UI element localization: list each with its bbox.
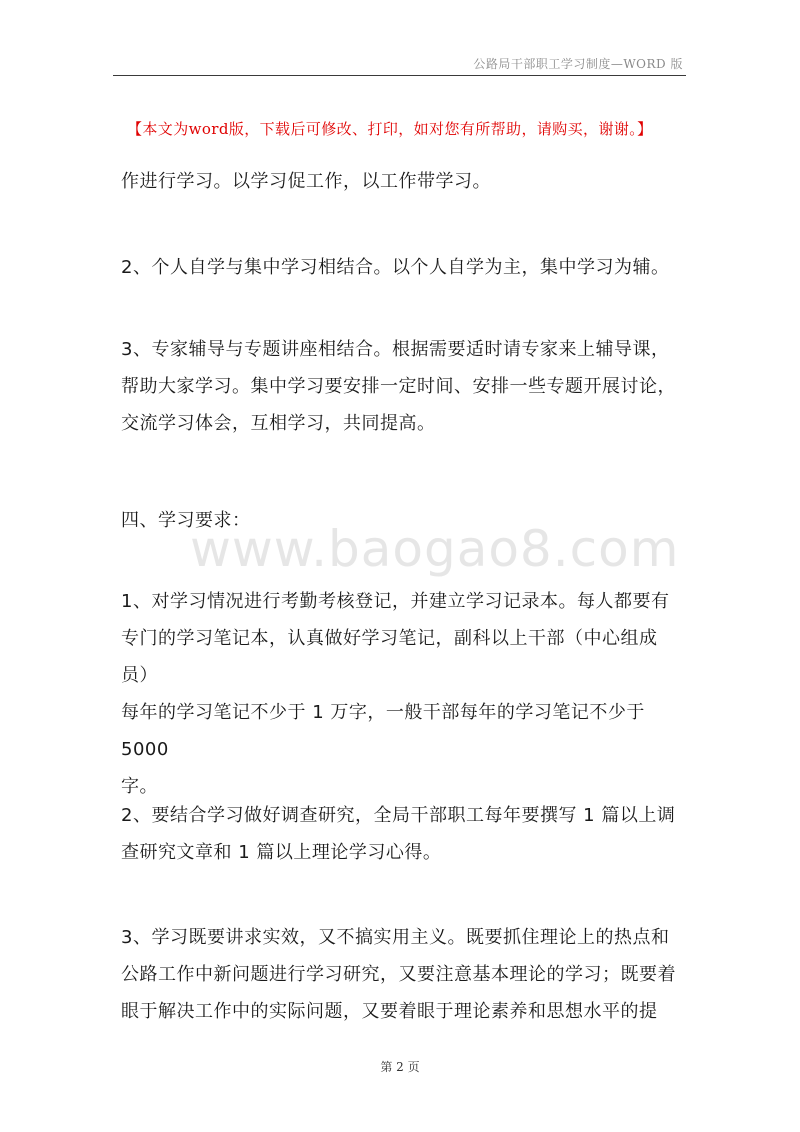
- header-divider: [113, 75, 686, 76]
- paragraph-intro: 作进行学习。以学习促工作，以工作带学习。: [121, 171, 491, 192]
- paragraph-requirement-3: 3、学习既要讲求实效，又不搞实用主义。既要抓住理论上的热点和 公路工作中新问题进行学习研究，又要注意基本理论的学习；既要着 眼于解决工作中的实际问题，又要着眼于理论素养和思想水平的提: [121, 927, 676, 1022]
- paragraph-requirement-2: 2、要结合学习做好调查研究，全局干部职工每年要撰写 1 篇以上调 查研究文章和 1 篇以上理论学习心得。: [121, 805, 676, 863]
- paragraph-item-3: 3、专家辅导与专题讲座相结合。根据需要适时请专家来上辅导课， 帮助大家学习。集中学习要安排一定时间、安排一些专题开展讨论， 交流学习体会，互相学习，共同提高。: [121, 339, 676, 434]
- section-heading-requirements: 四、学习要求：: [121, 510, 251, 531]
- page-number: 第 2 页: [380, 1060, 420, 1074]
- watermark: www.baogao8.com: [190, 520, 680, 578]
- paragraph-item-2: 2、个人自学与集中学习相结合。以个人自学为主，集中学习为辅。: [121, 257, 670, 278]
- page-header-title: 公路局干部职工学习制度—WORD 版: [473, 57, 683, 71]
- purchase-notice: 【本文为word版，下载后可修改、打印，如对您有所帮助，请购买，谢谢。】: [127, 120, 653, 138]
- paragraph-requirement-1: 1、对学习情况进行考勤考核登记，并建立学习记录本。每人都要有 专门的学习笔记本，认真做好学习笔记，副科以上干部（中心组成员） 每年的学习笔记不少于 1 万字，一般干部每年的学习笔记不少于 5000 字。: [121, 591, 670, 797]
